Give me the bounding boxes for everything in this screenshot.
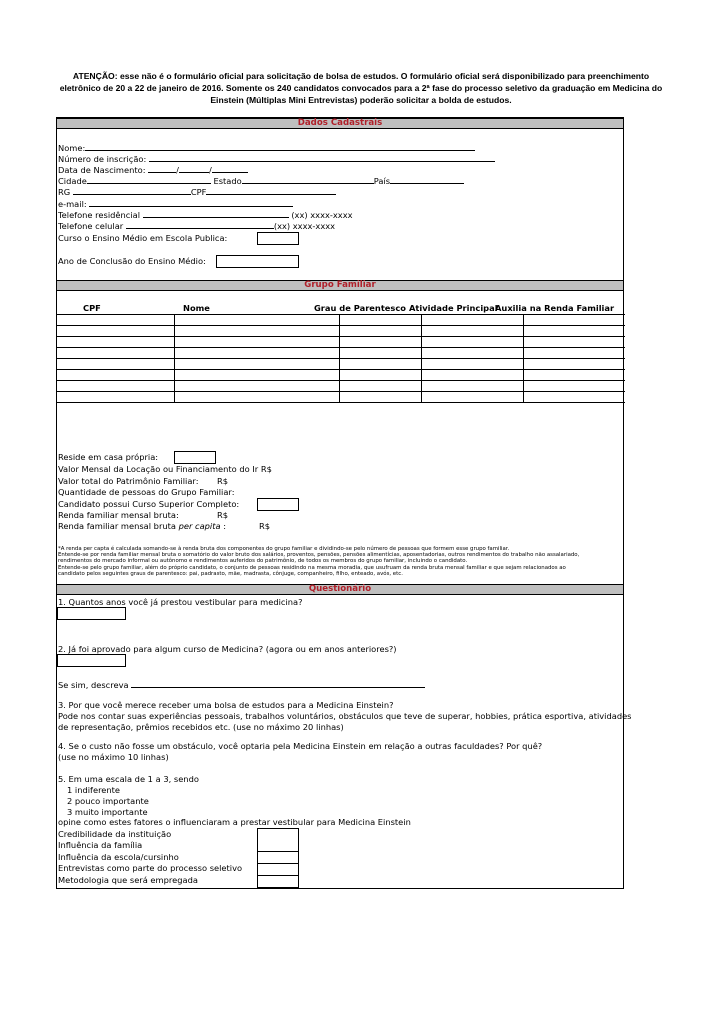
scale-item: 3 muito importante bbox=[67, 807, 148, 817]
factor-input[interactable] bbox=[257, 876, 299, 888]
rg-label: RG bbox=[58, 187, 71, 197]
note-line: *A renda per capta é calculada somando-se à renda bruta dos componentes do grupo familiar e dividindo-se pelo número de pessoas que formem esse grupo familiar. bbox=[58, 546, 510, 552]
factor-input[interactable] bbox=[257, 864, 299, 876]
table-row[interactable] bbox=[57, 381, 625, 392]
factor-label: Credibilidade da instituição bbox=[58, 829, 172, 839]
casa-propria-input[interactable] bbox=[174, 451, 216, 464]
table-row[interactable] bbox=[57, 370, 625, 381]
ensino-publico-label: Curso o Ensino Médio em Escola Publica: bbox=[58, 233, 228, 243]
factor-input[interactable] bbox=[257, 852, 299, 864]
renda-capita-row bbox=[58, 521, 226, 532]
notice-text: ATENÇÃO: esse não é o formulário oficial para solicitação de bolsa de estudos. O formulário oficial será disponibilizado para preenchimento eletrônico de 20 a 22 de janeiro de 2016. Somente os 240 candidatos convocados para a 2ª fase do processo seletivo da graduação em Medicina do Einstein (Múltiplas Mini Entrevistas) poderão solicitar a bolda de estudos. bbox=[59, 71, 663, 105]
locacao-currency: R$ bbox=[260, 464, 272, 474]
table-row[interactable] bbox=[57, 326, 625, 337]
birth-month-field[interactable] bbox=[179, 164, 209, 173]
col-atividade-principal: Atividade Principal bbox=[409, 303, 498, 313]
q1-text: 1. Quantos anos você já prestou vestibular para medicina? bbox=[58, 597, 303, 607]
q2-text: 2. Já foi aprovado para algum curso de Medicina? (agora ou em anos anteriores?) bbox=[58, 644, 397, 654]
cpf-field[interactable] bbox=[206, 186, 336, 195]
section-grupo-familiar: Grupo Familiar bbox=[57, 280, 623, 291]
cidade-field[interactable] bbox=[87, 175, 211, 184]
nome-field[interactable] bbox=[85, 142, 475, 151]
casa-propria-label: Reside em casa própria: bbox=[58, 452, 159, 462]
q4-line2: (use no máximo 10 linhas) bbox=[58, 752, 169, 762]
q4-text: 4. Se o custo não fosse um obstáculo, você optaria pela Medicina Einstein em relação a outras faculdades? Por quê? bbox=[58, 741, 543, 751]
factor-input[interactable] bbox=[257, 840, 299, 852]
table-col-divider bbox=[523, 315, 524, 403]
locacao-label: Valor Mensal da Locação ou Financiamento do Ir bbox=[58, 464, 259, 474]
renda-bruta-label: Renda familiar mensal bruta: bbox=[58, 510, 179, 520]
birth-year-field[interactable] bbox=[212, 164, 248, 173]
qtd-pessoas-label: Quantidade de pessoas do Grupo Familiar: bbox=[58, 487, 235, 497]
renda-capita-italic: per capita bbox=[178, 521, 221, 531]
nascimento-row: Data de Nascimento: / / bbox=[58, 164, 248, 176]
tel-cel-row bbox=[58, 220, 335, 232]
pais-field[interactable] bbox=[390, 175, 464, 184]
tel-cel-label: Telefone celular bbox=[58, 221, 124, 231]
curso-superior-input[interactable] bbox=[257, 498, 299, 511]
ensino-publico-input[interactable] bbox=[257, 232, 299, 245]
ano-conclusao-label: Ano de Conclusão do Ensino Médio: bbox=[58, 256, 206, 266]
factor-label: Influência da família bbox=[58, 840, 143, 850]
tel-cel-field[interactable] bbox=[126, 220, 274, 229]
scale-item: 1 indiferente bbox=[67, 785, 121, 795]
renda-capita-label: Renda familiar mensal bruta bbox=[58, 521, 179, 531]
section-questionario: Questionário bbox=[57, 584, 623, 595]
note-line: rendimentos do mercado informal ou autônomo e rendimentos auferidos do patrimônio, de todos os membros do grupo familiar, incluindo o candidato. bbox=[58, 558, 468, 565]
patrimonio-label: Valor total do Patrimônio Familiar: bbox=[58, 476, 199, 486]
nascimento-label: Data de Nascimento: bbox=[58, 165, 146, 175]
col-cpf: CPF bbox=[83, 303, 101, 313]
q2-descreva-label: Se sim, descreva bbox=[58, 680, 129, 690]
birth-day-field[interactable] bbox=[148, 164, 176, 173]
tel-cel-hint: (xx) xxxx-xxxx bbox=[273, 221, 336, 231]
note-line: Entende-se por renda familiar mensal bruta o somatório do valor bruto dos salários, proventos, pensões, pensões alimentícias, aposentadorias, outros rendimentos do trabalho não assalariado, bbox=[58, 552, 580, 559]
table-row[interactable] bbox=[57, 348, 625, 359]
scale-item: 2 pouco importante bbox=[67, 796, 149, 806]
q1-input[interactable] bbox=[57, 607, 126, 620]
inscricao-field[interactable] bbox=[149, 153, 495, 162]
renda-bruta-currency: R$ bbox=[217, 510, 229, 520]
note-line: Entende-se pelo grupo familiar, além do próprio candidato, o conjunto de pessoas residindo na mesma moradia, que usufruam da renda bruta mensal familiar e que sejam relacionados ao bbox=[58, 564, 566, 571]
estado-field[interactable] bbox=[242, 175, 374, 184]
tel-res-label: Telefone residêncial bbox=[58, 210, 141, 220]
col-nome: Nome bbox=[183, 303, 210, 313]
tel-res-hint: (xx) xxxx-xxxx bbox=[291, 210, 353, 220]
renda-capita-currency: R$ bbox=[259, 521, 271, 531]
table-row[interactable] bbox=[57, 337, 625, 348]
factor-label: Metodologia que será empregada bbox=[58, 875, 198, 885]
q5-text: 5. Em uma escala de 1 a 3, sendo bbox=[58, 774, 199, 784]
locacao-row bbox=[58, 464, 272, 475]
table-col-divider bbox=[174, 315, 175, 403]
factor-label: Entrevistas como parte do processo seletivo bbox=[58, 863, 243, 873]
q2-descreva-field[interactable] bbox=[131, 679, 425, 688]
renda-notes bbox=[58, 546, 579, 577]
q2-input[interactable] bbox=[57, 654, 126, 667]
q2-descreva-row bbox=[58, 679, 425, 691]
table-col-divider bbox=[421, 315, 422, 403]
table-col-divider bbox=[339, 315, 340, 403]
curso-superior-label: Candidato possui Curso Superior Completo: bbox=[58, 499, 240, 509]
table-row[interactable] bbox=[57, 359, 625, 370]
rg-field[interactable] bbox=[73, 186, 191, 195]
rg-row bbox=[58, 186, 336, 198]
email-label: e-mail: bbox=[58, 199, 87, 209]
table-header-line bbox=[57, 304, 625, 315]
note-line: candidato pelos seguintes graus de parentesco: pai, padrasto, mãe, madrasta, cônjuge, companheiro, filho, enteado, avós, etc. bbox=[58, 570, 403, 577]
tel-res-field[interactable] bbox=[143, 209, 289, 218]
section-dados-cadastrais: Dados Cadastrais bbox=[57, 118, 623, 129]
table-row bbox=[57, 392, 625, 403]
pais-label: País bbox=[373, 176, 391, 186]
q5-intro: opine como estes fatores o influenciaram a prestar vestibular para Medicina Einstein bbox=[58, 817, 411, 827]
ano-conclusao-input[interactable] bbox=[216, 255, 299, 268]
col-auxilia-renda: Auxilia na Renda Familiar bbox=[495, 303, 615, 313]
q3-line2: Pode nos contar suas experiências pessoais, trabalhos voluntários, obstáculos que teve de superar, hobbies, prática esportiva, atividades bbox=[58, 711, 632, 721]
table-row[interactable] bbox=[57, 315, 625, 326]
col-grau-parentesco: Grau de Parentesco bbox=[314, 303, 406, 313]
q3-line3: de representação, prêmios recebidos etc. (use no máximo 20 linhas) bbox=[58, 722, 344, 732]
scholarship-form bbox=[56, 117, 632, 889]
q3-text: 3. Por que você merece receber uma bolsa de estudos para a Medicina Einstein? bbox=[58, 700, 394, 710]
estado-label: Estado bbox=[213, 176, 242, 186]
patrimonio-currency: R$ bbox=[217, 476, 229, 486]
cpf-label: CPF bbox=[190, 187, 207, 197]
renda-capita-colon: : bbox=[220, 521, 227, 531]
inscricao-label: Número de inscrição: bbox=[58, 154, 147, 164]
factor-label: Influência da escola/cursinho bbox=[58, 852, 179, 862]
email-field[interactable] bbox=[89, 198, 293, 207]
nome-label: Nome: bbox=[58, 143, 86, 153]
cidade-label: Cidade bbox=[58, 176, 87, 186]
